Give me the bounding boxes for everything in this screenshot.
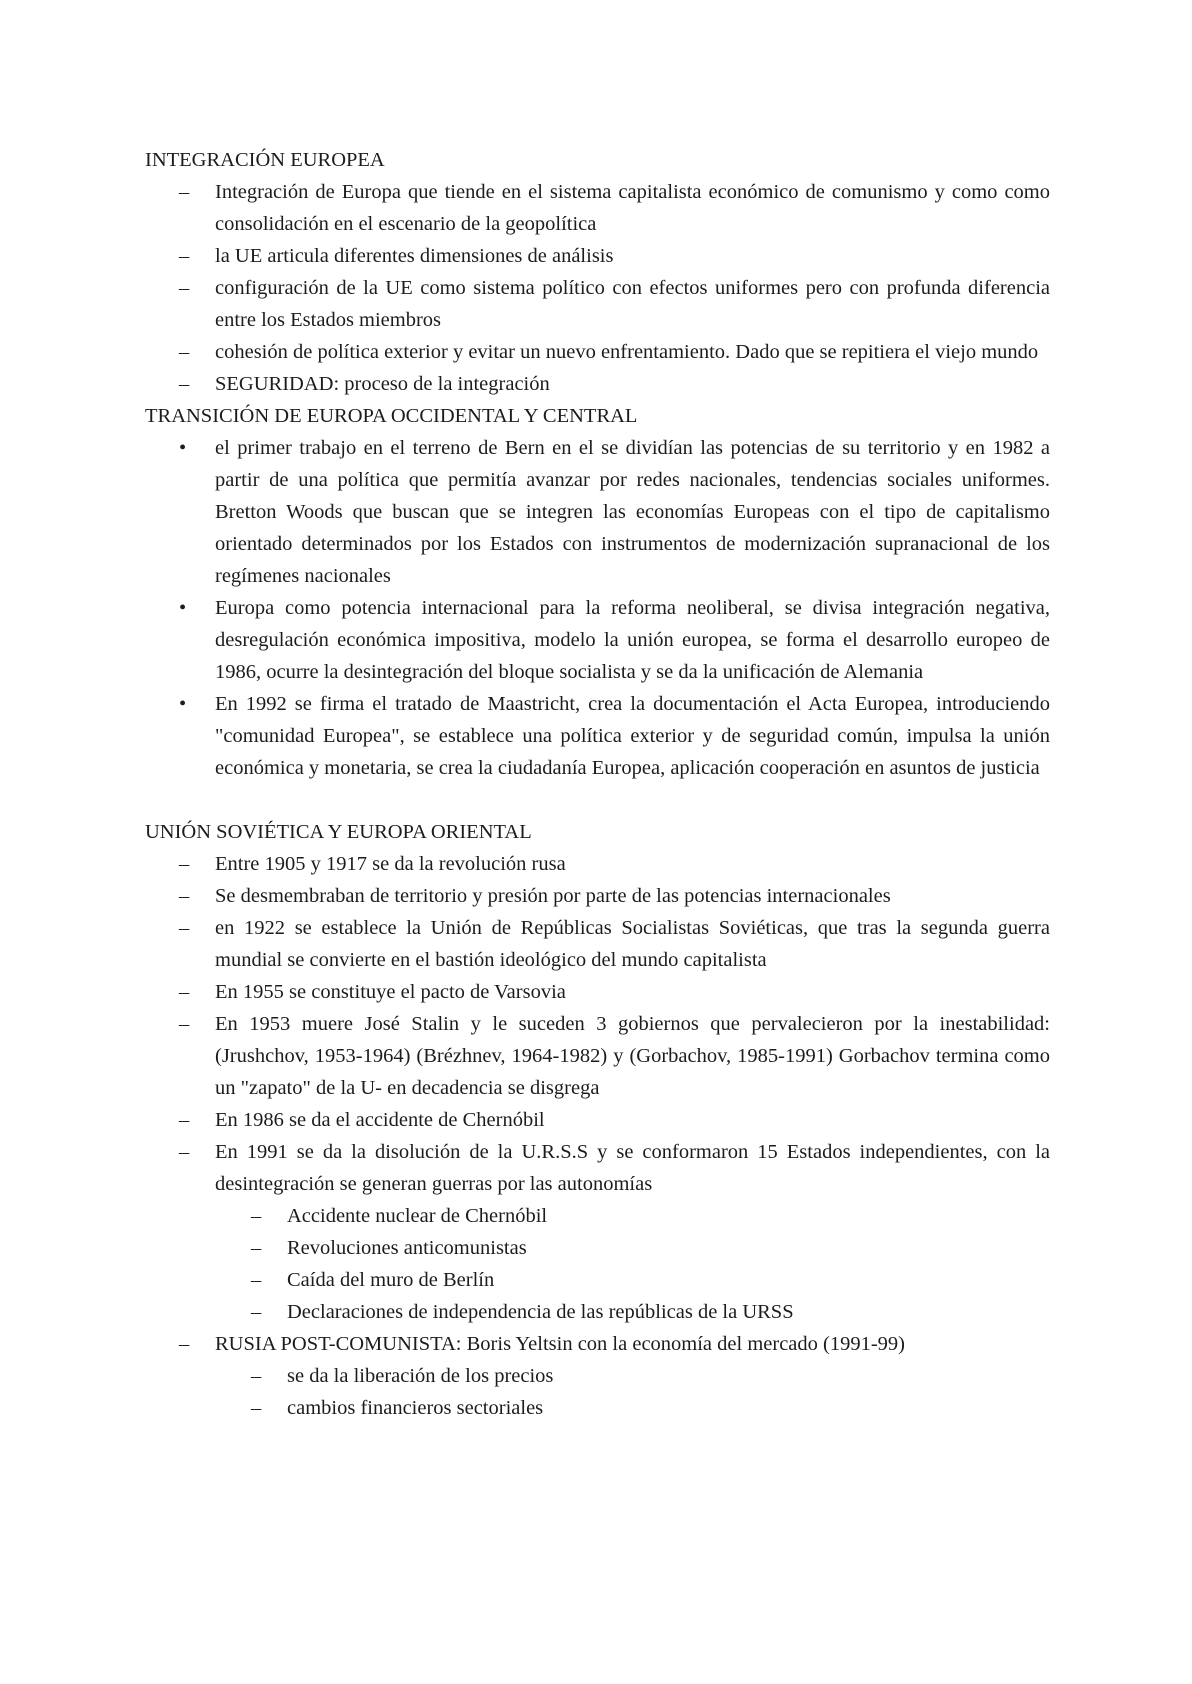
sub-list: [145, 1360, 1050, 1424]
dash-marker: –: [251, 1205, 262, 1227]
section-spacer: [145, 784, 1050, 816]
dash-marker: –: [179, 1109, 190, 1131]
dash-marker: –: [179, 1333, 190, 1355]
list-item: [145, 176, 1050, 240]
list-item-text: configuración de la UE como sistema político con efectos uniformes pero con profunda diferencia entre los Estados miembros: [215, 277, 1050, 331]
list-item-text: En 1986 se da el accidente de Chernóbil: [215, 1109, 545, 1131]
section-list-transicion: [145, 432, 1050, 784]
list-item-text: Integración de Europa que tiende en el sistema capitalista económico de comunismo y como como consolidación en el escenario de la geopolítica: [215, 181, 1050, 235]
dash-marker: –: [179, 1013, 190, 1035]
list-item-text: En 1991 se da la disolución de la U.R.S.S y se conformaron 15 Estados independientes, con la desintegración se generan guerras por las autonomías: [215, 1141, 1050, 1195]
list-item-text: Europa como potencia internacional para la reforma neoliberal, se divisa integración negativa, desregulación económica impositiva, modelo la unión europea, se forma el desarrollo europeo de 1986, ocurre la desintegración del bloque socialista y se da la unificación de Alemania: [215, 597, 1050, 683]
sub-list-item-text: se da la liberación de los precios: [287, 1365, 554, 1387]
sub-list-item: [145, 1264, 1050, 1296]
list-item: [145, 592, 1050, 688]
dash-marker: –: [251, 1301, 262, 1323]
section-heading-transicion: TRANSICIÓN DE EUROPA OCCIDENTAL Y CENTRAL: [145, 405, 638, 427]
list-item: [145, 976, 1050, 1008]
list-item: [145, 1104, 1050, 1136]
list-item: [145, 1008, 1050, 1104]
sub-list-item: [145, 1232, 1050, 1264]
sub-list: [145, 1200, 1050, 1328]
list-item-text: En 1953 muere José Stalin y le suceden 3 gobiernos que pervalecieron por la inestabilidad: (Jrushchov, 1953-1964) (Brézhnev, 1964-1982) y (Gorbachov, 1985-1991) Gorbachov termina como un "zapato" de la U- en decadencia se disgrega: [215, 1013, 1050, 1099]
dash-marker: –: [251, 1269, 262, 1291]
list-item-text: SEGURIDAD: proceso de la integración: [215, 373, 550, 395]
list-item: [145, 272, 1050, 336]
dash-marker: –: [179, 373, 190, 395]
list-item: [145, 848, 1050, 880]
list-item-text: Entre 1905 y 1917 se da la revolución rusa: [215, 853, 566, 875]
list-item-text: el primer trabajo en el terreno de Bern en el se dividían las potencias de su territorio y en 1982 a partir de una política que permitía avanzar por redes nacionales, tendencias sociales uniformes. Bretton Woods que buscan que se integren las economías Europeas con el tipo de capitalismo orientado determinados por los Estados con instrumentos de modernización supranacional de los regímenes nacionales: [215, 437, 1050, 587]
list-item-text: RUSIA POST-COMUNISTA: Boris Yeltsin con la economía del mercado (1991-99): [215, 1333, 906, 1355]
list-item-text: En 1955 se constituye el pacto de Varsovia: [215, 981, 566, 1003]
sub-list-item: [145, 1392, 1050, 1424]
list-item: [145, 912, 1050, 976]
section-heading-union-sovietica: UNIÓN SOVIÉTICA Y EUROPA ORIENTAL: [145, 821, 532, 843]
list-item-text: la UE articula diferentes dimensiones de análisis: [215, 245, 614, 267]
list-item: [145, 432, 1050, 592]
sub-list-item: [145, 1296, 1050, 1328]
sub-list-item-text: Declaraciones de independencia de las repúblicas de la URSS: [287, 1301, 794, 1323]
bullet-marker: •: [179, 693, 187, 715]
dash-marker: –: [179, 245, 190, 267]
dash-marker: –: [179, 917, 190, 939]
list-item-text: cohesión de política exterior y evitar un nuevo enfrentamiento. Dado que se repitiera el viejo mundo: [215, 341, 1039, 363]
list-item: [145, 240, 1050, 272]
list-item: [145, 880, 1050, 912]
dash-marker: –: [179, 341, 190, 363]
dash-marker: –: [179, 277, 190, 299]
sub-list-item-text: Revoluciones anticomunistas: [287, 1237, 527, 1259]
list-item-text: Se desmembraban de territorio y presión por parte de las potencias internacionales: [215, 885, 891, 907]
list-item: [145, 1328, 1050, 1424]
dash-marker: –: [251, 1365, 262, 1387]
bullet-marker: •: [179, 597, 187, 619]
sub-list-item-text: cambios financieros sectoriales: [287, 1397, 544, 1419]
dash-marker: –: [179, 853, 190, 875]
bullet-marker: •: [179, 437, 187, 459]
sub-list-item-text: Caída del muro de Berlín: [287, 1269, 495, 1291]
list-item: [145, 1136, 1050, 1328]
section-list-union-sovietica: [145, 848, 1050, 1424]
section-list-integracion: [145, 176, 1050, 400]
list-item: [145, 368, 1050, 400]
section-heading-integracion: INTEGRACIÓN EUROPEA: [145, 149, 385, 171]
document-page: [145, 144, 1050, 1424]
list-item-text: En 1992 se firma el tratado de Maastricht, crea la documentación el Acta Europea, introduciendo "comunidad Europea", se establece una política exterior y de seguridad común, impulsa la unión económica y monetaria, se crea la ciudadanía Europea, aplicación cooperación en asuntos de justicia: [215, 693, 1050, 779]
dash-marker: –: [179, 181, 190, 203]
sub-list-item-text: Accidente nuclear de Chernóbil: [287, 1205, 548, 1227]
dash-marker: –: [251, 1237, 262, 1259]
dash-marker: –: [179, 1141, 190, 1163]
dash-marker: –: [251, 1397, 262, 1419]
list-item-text: en 1922 se establece la Unión de Repúblicas Socialistas Soviéticas, que tras la segunda guerra mundial se convierte en el bastión ideológico del mundo capitalista: [215, 917, 1050, 971]
list-item: [145, 688, 1050, 784]
dash-marker: –: [179, 885, 190, 907]
list-item: [145, 336, 1050, 368]
dash-marker: –: [179, 981, 190, 1003]
sub-list-item: [145, 1360, 1050, 1392]
sub-list-item: [145, 1200, 1050, 1232]
